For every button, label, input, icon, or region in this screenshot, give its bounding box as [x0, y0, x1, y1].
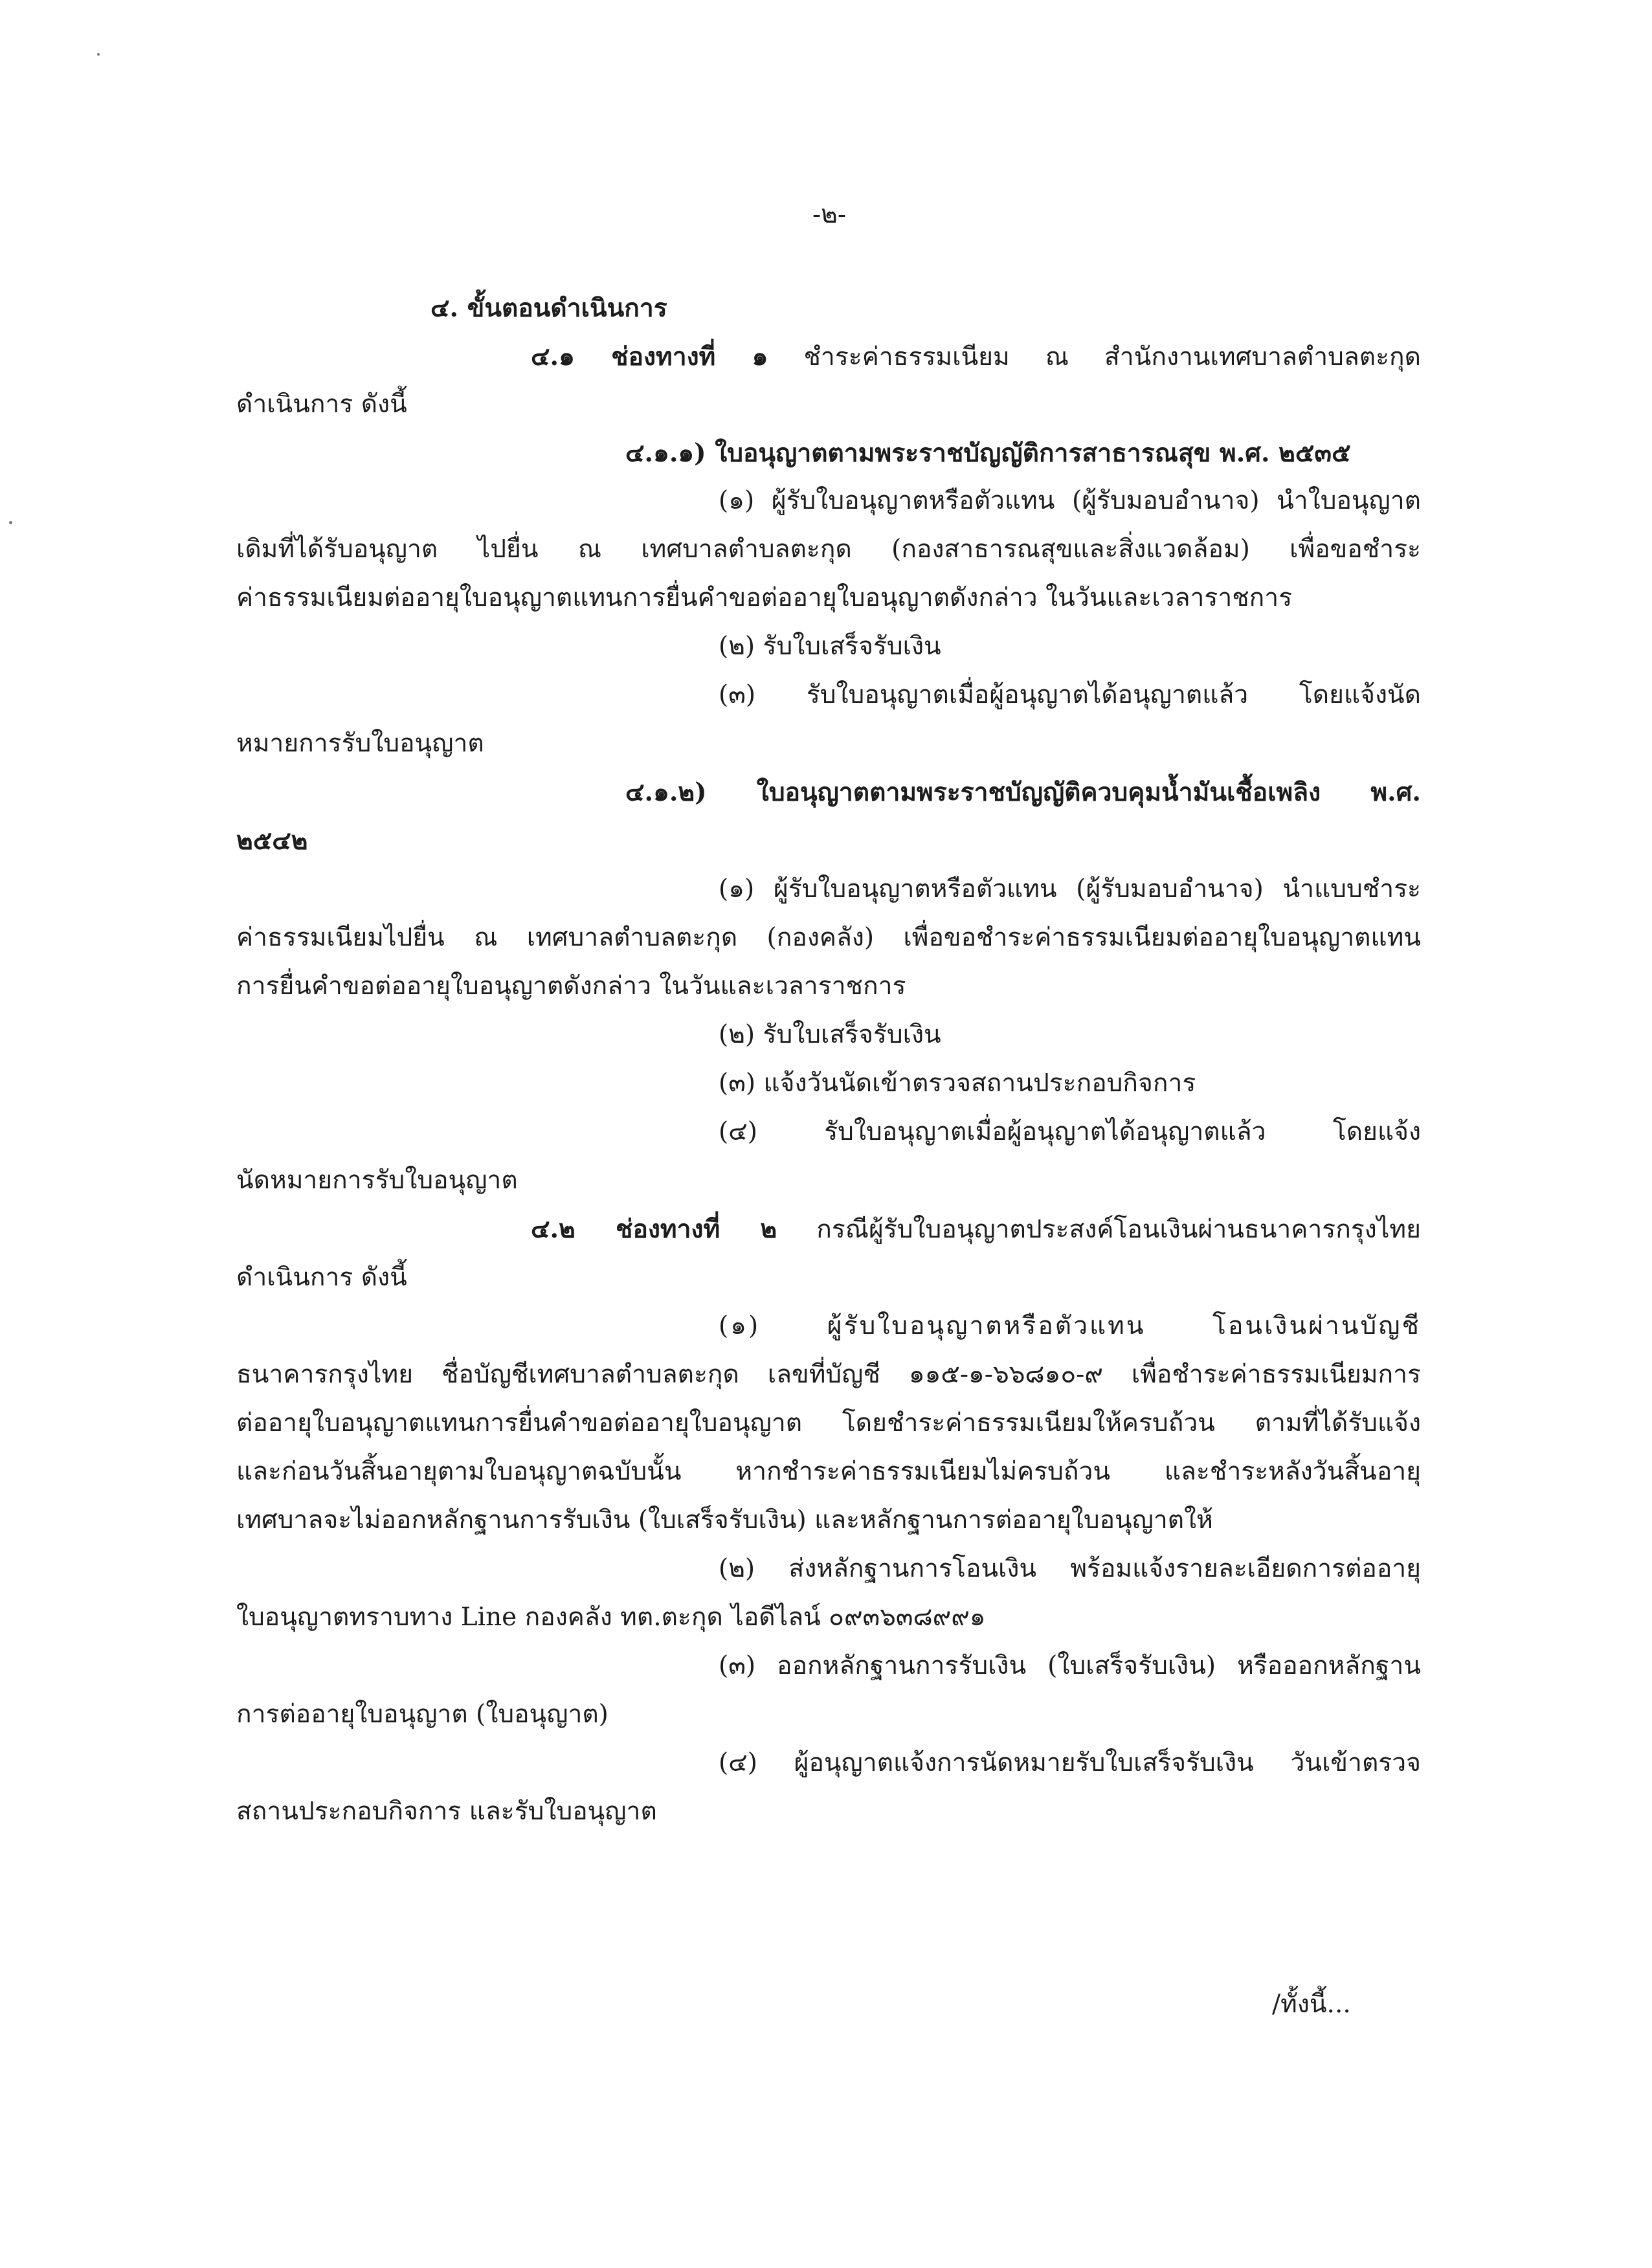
text-line: การยื่นคำขอต่ออายุใบอนุญาตดังกล่าว ในวันและเวลาราชการ — [236, 972, 906, 1001]
sub-heading-412: ๔.๑.๒) ใบอนุญาตตามพระราชบัญญัติควบคุมน้ำมันเชื้อเพลิง พ.ศ. — [625, 777, 1421, 807]
text-line: (๔) ผู้อนุญาตแจ้งการนัดหมายรับใบเสร็จรับเงิน วันเข้าตรวจ — [719, 1748, 1421, 1777]
channel-1-text: ชำระค่าธรรมเนียม ณ สำนักงานเทศบาลตำบลตะกุด — [768, 342, 1421, 372]
text-line: (๒) ส่งหลักฐานการโอนเงิน พร้อมแจ้งรายละเอียดการต่ออายุ — [719, 1554, 1421, 1583]
text-line: (๑) ผู้รับใบอนุญาตหรือตัวแทน (ผู้รับมอบอำนาจ) นำใบอนุญาต — [719, 486, 1421, 515]
sub-heading-412-cont: ๒๕๔๒ — [236, 826, 308, 856]
channel-1-cont: ดำเนินการ ดังนี้ — [236, 390, 407, 419]
text-line: (๓) ออกหลักฐานการรับเงิน (ใบเสร็จรับเงิน) หรือออกหลักฐาน — [719, 1651, 1421, 1680]
channel-1-label: ๔.๑ ช่องทางที่ ๑ — [531, 342, 768, 372]
page-number: -๒- — [812, 200, 847, 229]
scan-speck — [97, 53, 100, 56]
channel-2-cont: ดำเนินการ ดังนี้ — [236, 1263, 407, 1292]
text-line: เทศบาลจะไม่ออกหลักฐานการรับเงิน (ใบเสร็จรับเงิน) และหลักฐานการต่ออายุใบอนุญาตให้ — [236, 1506, 1213, 1535]
continuation-marker: /ทั้งนี้... — [1272, 1990, 1351, 2019]
text-line: ค่าธรรมเนียมไปยื่น ณ เทศบาลตำบลตะกุด (กองคลัง) เพื่อขอชำระค่าธรรมเนียมต่ออายุใบอนุญาตแทน — [236, 923, 1421, 952]
text-line: ต่ออายุใบอนุญาตแทนการยื่นคำขอต่ออายุใบอนุญาต โดยชำระค่าธรรมเนียมให้ครบถ้วน ตามที่ได้รับแจ้ง — [236, 1408, 1421, 1438]
text-line: (๓) แจ้งวันนัดเข้าตรวจสถานประกอบกิจการ — [719, 1069, 1196, 1098]
channel-1-line — [531, 341, 1421, 373]
text-line: (๒) รับใบเสร็จรับเงิน — [719, 1020, 941, 1049]
text-line: นัดหมายการรับใบอนุญาต — [236, 1166, 518, 1195]
text-line: (๑) ผู้รับใบอนุญาตหรือตัวแทน (ผู้รับมอบอำนาจ) นำแบบชำระ — [719, 874, 1421, 904]
text-line: ธนาคารกรุงไทย ชื่อบัญชีเทศบาลตำบลตะกุด เลขที่บัญชี ๑๑๕-๑-๖๖๘๑๐-๙ เพื่อชำระค่าธรรมเนียมการ — [236, 1360, 1421, 1389]
text-line: ใบอนุญาตทราบทาง Line กองคลัง ทต.ตะกุด ไอดีไลน์ ๐๙๓๖๓๘๙๙๑ — [236, 1603, 986, 1632]
section-heading: ๔. ขั้นตอนดำเนินการ — [430, 293, 667, 323]
channel-2-label: ๔.๒ ช่องทางที่ ๒ — [531, 1214, 777, 1244]
channel-2-text: กรณีผู้รับใบอนุญาตประสงค์โอนเงินผ่านธนาคารกรุงไทย — [777, 1215, 1421, 1244]
text-line: (๔) รับใบอนุญาตเมื่อผู้อนุญาตได้อนุญาตแล้ว โดยแจ้ง — [719, 1117, 1421, 1146]
text-line: และก่อนวันสิ้นอายุตามใบอนุญาตฉบับนั้น หากชำระค่าธรรมเนียมไม่ครบถ้วน และชำระหลังวันสิ้นอายุ — [236, 1457, 1421, 1486]
text-line: การต่ออายุใบอนุญาต (ใบอนุญาต) — [236, 1700, 608, 1729]
scan-speck — [9, 521, 12, 524]
channel-2-line — [531, 1214, 1421, 1245]
text-line: (๑) ผู้รับใบอนุญาตหรือตัวแทน โอนเงินผ่านบัญชี — [719, 1311, 1421, 1340]
text-line: (๒) รับใบเสร็จรับเงิน — [719, 632, 941, 661]
text-line: ค่าธรรมเนียมต่ออายุใบอนุญาตแทนการยื่นคำขอต่ออายุใบอนุญาตดังกล่าว ในวันและเวลาราชการ — [236, 583, 1293, 612]
sub-heading-411: ๔.๑.๑) ใบอนุญาตตามพระราชบัญญัติการสาธารณสุข พ.ศ. ๒๕๓๕ — [625, 438, 1351, 468]
text-line: เดิมที่ได้รับอนุญาต ไปยื่น ณ เทศบาลตำบลตะกุด (กองสาธารณสุขและสิ่งแวดล้อม) เพื่อขอชำระ — [236, 535, 1421, 564]
text-line: สถานประกอบกิจการ และรับใบอนุญาต — [236, 1797, 657, 1826]
text-line: (๓) รับใบอนุญาตเมื่อผู้อนุญาตได้อนุญาตแล้ว โดยแจ้งนัด — [719, 680, 1421, 709]
text-line: หมายการรับใบอนุญาต — [236, 729, 484, 758]
